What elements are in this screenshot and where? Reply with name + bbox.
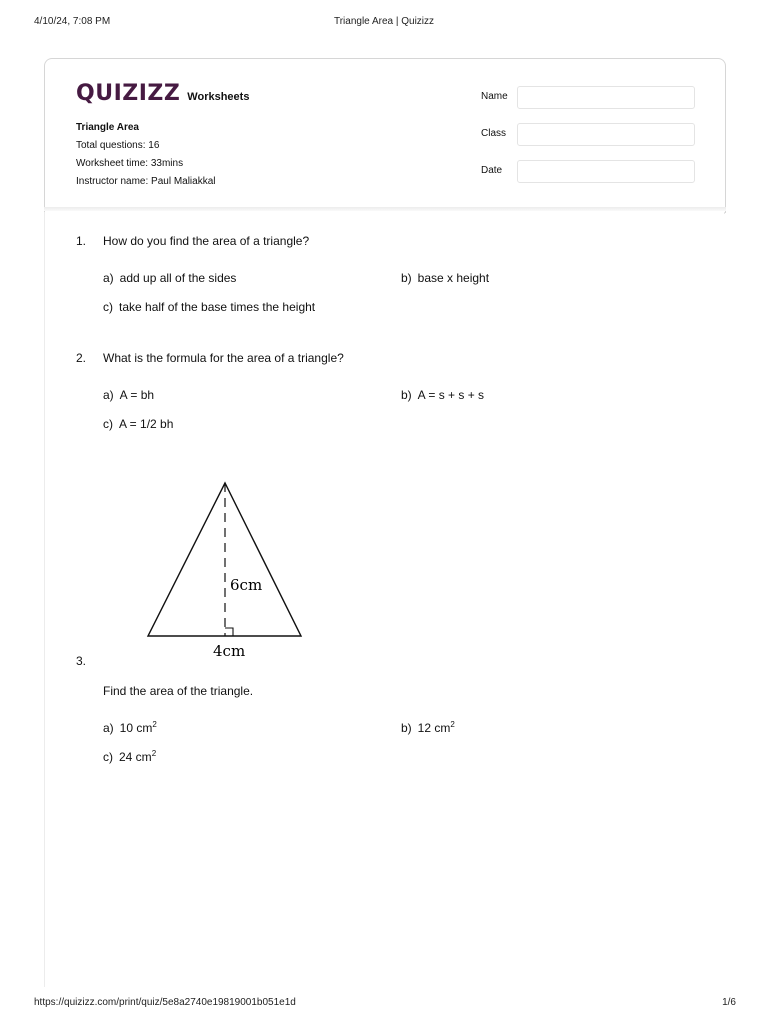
base-label: 4cm <box>213 642 246 660</box>
date-label: Date <box>481 165 503 176</box>
option-a[interactable] <box>103 720 157 735</box>
option-b[interactable] <box>401 388 484 402</box>
quizizz-logo <box>76 81 249 106</box>
option-text: add up all of the sides <box>119 271 237 285</box>
worksheet-info <box>76 119 216 191</box>
print-url: https://quizizz.com/print/quiz/5e8a2740e19819001b051e1d <box>34 997 296 1008</box>
question-text: What is the formula for the area of a triangle? <box>103 351 344 365</box>
option-superscript: 2 <box>151 749 157 758</box>
option-letter: c) <box>103 300 113 314</box>
date-field[interactable] <box>517 160 695 183</box>
option-b[interactable] <box>401 271 489 285</box>
option-text: A = s + s + s <box>417 388 485 402</box>
triangle-figure <box>140 475 310 665</box>
right-angle-marker <box>225 628 233 636</box>
print-page-number: 1/6 <box>722 997 736 1008</box>
print-datetime: 4/10/24, 7:08 PM <box>34 16 111 27</box>
class-field[interactable] <box>517 123 695 146</box>
option-a[interactable] <box>103 388 154 402</box>
question-number: 2. <box>76 351 87 365</box>
quizizz-logo-mark: QUIZIZZ <box>76 81 181 106</box>
option-letter: b) <box>401 271 412 285</box>
page-right-border <box>724 212 725 214</box>
option-b[interactable] <box>401 720 455 735</box>
option-text: A = 1/2 bh <box>119 417 174 431</box>
question-text: Find the area of the triangle. <box>103 684 254 698</box>
question-number: 3. <box>76 654 87 668</box>
option-superscript: 2 <box>152 720 157 729</box>
option-letter: a) <box>103 721 114 735</box>
option-c[interactable] <box>103 300 315 314</box>
worksheet-time: Worksheet time: 33mins <box>76 158 184 169</box>
worksheet-title: Triangle Area <box>76 122 139 133</box>
option-letter: a) <box>103 271 114 285</box>
option-text: 10 cm <box>119 721 153 735</box>
option-text: 24 cm <box>119 750 152 764</box>
option-c[interactable] <box>103 417 173 431</box>
name-field[interactable] <box>517 86 695 109</box>
option-text: 12 cm <box>417 721 451 735</box>
option-letter: b) <box>401 388 412 402</box>
option-superscript: 2 <box>450 720 455 729</box>
worksheets-label: Worksheets <box>187 91 250 103</box>
class-label: Class <box>481 128 507 139</box>
option-letter: b) <box>401 721 412 735</box>
question-text: How do you find the area of a triangle? <box>103 234 310 248</box>
option-text: take half of the base times the height <box>119 300 316 314</box>
header-divider <box>44 207 726 211</box>
worksheet-header-card <box>44 58 726 213</box>
option-letter: c) <box>103 750 113 764</box>
instructor-name: Instructor name: Paul Maliakkal <box>76 176 216 187</box>
option-a[interactable] <box>103 271 236 285</box>
option-text: A = bh <box>119 388 155 402</box>
print-page-title: Triangle Area | Quizizz <box>333 16 435 27</box>
name-label: Name <box>481 91 508 102</box>
option-letter: a) <box>103 388 114 402</box>
option-letter: c) <box>103 417 113 431</box>
page-left-border <box>44 212 45 987</box>
option-c[interactable] <box>103 749 156 764</box>
option-text: base x height <box>417 271 490 285</box>
question-number: 1. <box>76 234 87 248</box>
height-label: 6cm <box>230 576 263 594</box>
total-questions: Total questions: 16 <box>76 140 160 151</box>
